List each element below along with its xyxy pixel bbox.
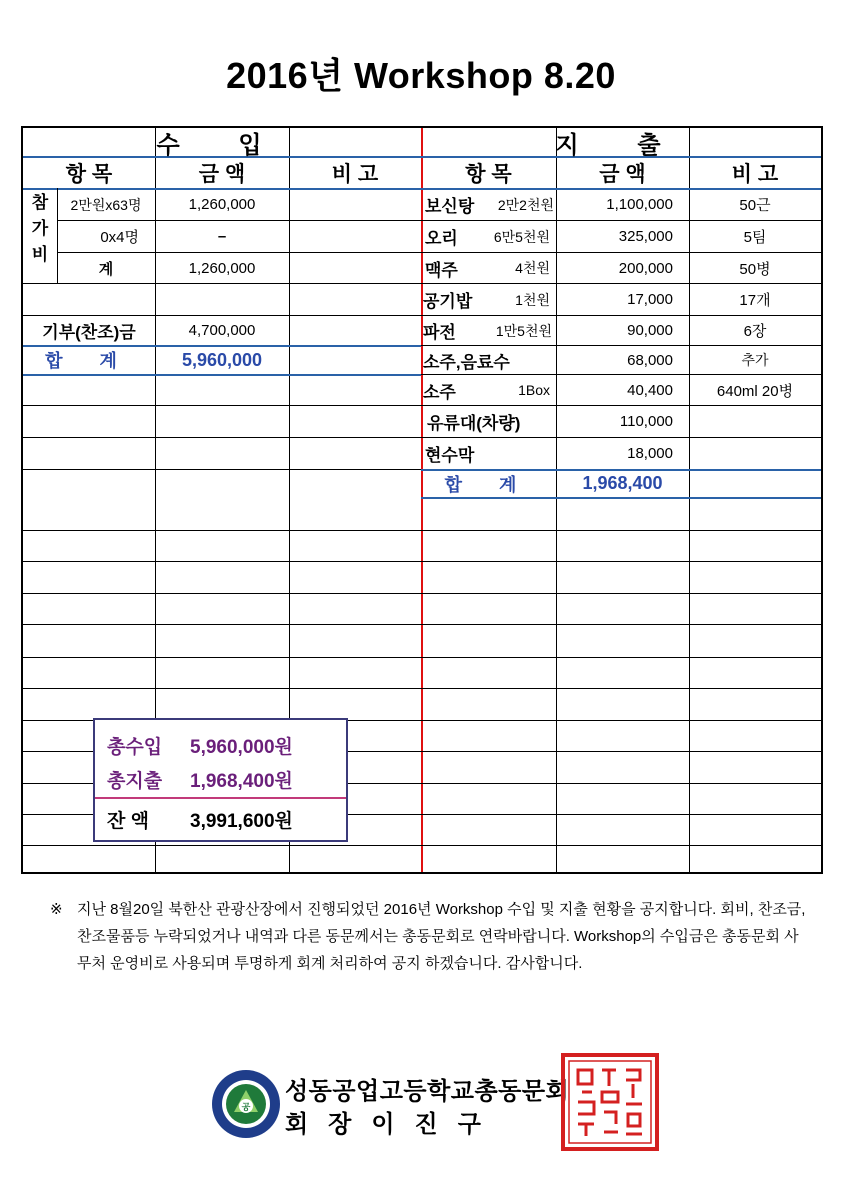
expense-col-item: 항 목 <box>465 162 512 186</box>
expense-amount: 110,000 <box>619 413 673 430</box>
expense-amount: 17,000 <box>627 291 673 308</box>
expense-item: 오리 <box>425 229 458 248</box>
expense-note: 17개 <box>739 292 771 309</box>
expense-total-rule <box>421 497 821 499</box>
expense-amount: 1,100,000 <box>606 196 673 213</box>
income-total-amount: 5,960,000 <box>181 349 263 370</box>
row-rule <box>23 530 821 531</box>
expense-unit: 1천원 <box>515 291 550 308</box>
row-rule <box>23 437 421 438</box>
donation-label: 기부(찬조)금 <box>42 323 136 342</box>
alumni-emblem-logo <box>210 1068 282 1140</box>
expense-note: 5팀 <box>743 229 767 246</box>
income-amount: – <box>217 228 227 245</box>
expense-col-amount: 금 액 <box>599 162 646 186</box>
expense-note: 50근 <box>739 197 771 214</box>
expense-note: 추가 <box>741 352 769 368</box>
expense-amount: 200,000 <box>618 259 673 277</box>
summary-expense-label: 총지출 <box>107 771 163 792</box>
page-title: 2016년 Workshop 8.20 <box>226 55 616 96</box>
expense-item: 소주,음료수 <box>423 352 510 372</box>
expense-item: 유류대(차량) <box>427 414 521 433</box>
summary-income-value: 5,960,000원 <box>190 737 293 758</box>
expense-item: 공기밥 <box>423 292 473 311</box>
income-amount: 1,260,000 <box>188 259 256 277</box>
expense-item: 파전 <box>423 323 456 342</box>
income-header: 수 입 <box>156 131 288 159</box>
expense-unit: 1만5천원 <box>495 322 552 339</box>
notice-text: 지난 8월20일 북한산 관광산장에서 진행되었던 2016년 Workshop 수입 및 지출 현황을 공지합니다. 회비, 찬조금, 찬조물품등 누락되었거나 내역과 다른 동문께서는 총동문회로 연락바랍니다. Workshop의 수입금은 총동문회 사무처 운영비로 사용되며 투명하게 회계 처리하여 공지 하겠습니다. 감사합니다. <box>77 901 806 972</box>
expense-amount: 68,000 <box>627 351 673 369</box>
summary-expense-value: 1,968,400원 <box>190 771 293 792</box>
income-total-rule <box>23 374 421 376</box>
income-amount: 1,260,000 <box>188 196 256 213</box>
expense-amount: 18,000 <box>627 445 673 462</box>
expense-amount: 90,000 <box>627 322 673 339</box>
expense-unit: 2만2천원 <box>497 196 554 213</box>
expense-unit: 4천원 <box>515 260 550 276</box>
donation-amount: 4,700,000 <box>188 322 256 339</box>
expense-item: 현수막 <box>425 446 475 465</box>
official-seal-stamp <box>560 1052 660 1152</box>
row-rule <box>23 845 821 846</box>
expense-amount: 40,400 <box>627 381 673 399</box>
expense-total-amount: 1,968,400 <box>582 473 663 493</box>
expense-col-note: 비 고 <box>731 162 779 186</box>
income-col-amount: 금 액 <box>198 162 246 186</box>
income-sub: 계 <box>98 260 114 278</box>
alumni-association-name: 성동공업고등학교총동문회 <box>285 1078 570 1105</box>
summary-box <box>93 718 348 842</box>
summary-balance-value: 3,991,600원 <box>190 811 293 832</box>
expense-note: 6장 <box>743 323 767 340</box>
notice-mark: ※ <box>50 901 63 918</box>
row-rule <box>23 688 821 689</box>
row-rule <box>23 283 421 284</box>
president-name: 회장이진구 <box>285 1111 501 1138</box>
income-total-label: 합 계 <box>45 351 133 371</box>
expense-item: 보신탕 <box>425 197 475 216</box>
expense-item: 맥주 <box>425 260 458 280</box>
expense-amount: 325,000 <box>618 228 673 245</box>
summary-income-label: 총수입 <box>107 737 163 758</box>
row-rule <box>23 405 421 406</box>
row-rule <box>23 657 821 658</box>
expense-header: 지 출 <box>555 131 687 159</box>
expense-unit: 1Box <box>518 382 550 398</box>
expense-item: 소주 <box>423 382 456 402</box>
expense-note: 640ml 20병 <box>716 382 794 400</box>
expense-unit: 6만5천원 <box>493 228 550 245</box>
summary-balance-label: 잔 액 <box>107 811 149 832</box>
summary-divider <box>95 797 346 799</box>
svg-text:공: 공 <box>241 1103 251 1113</box>
participation-fee-label: 참 가 비 <box>31 193 49 264</box>
income-col-item: 항 목 <box>65 162 113 186</box>
expense-total-label: 합 계 <box>444 474 533 495</box>
income-col-note: 비 고 <box>331 162 379 186</box>
income-sub: 0x4명 <box>100 229 139 246</box>
row-rule <box>23 624 821 625</box>
row-rule <box>23 593 821 594</box>
row-rule <box>23 561 821 562</box>
expense-note: 50병 <box>739 260 771 278</box>
income-sub: 2만원x63명 <box>70 196 142 213</box>
row-rule <box>23 469 421 470</box>
